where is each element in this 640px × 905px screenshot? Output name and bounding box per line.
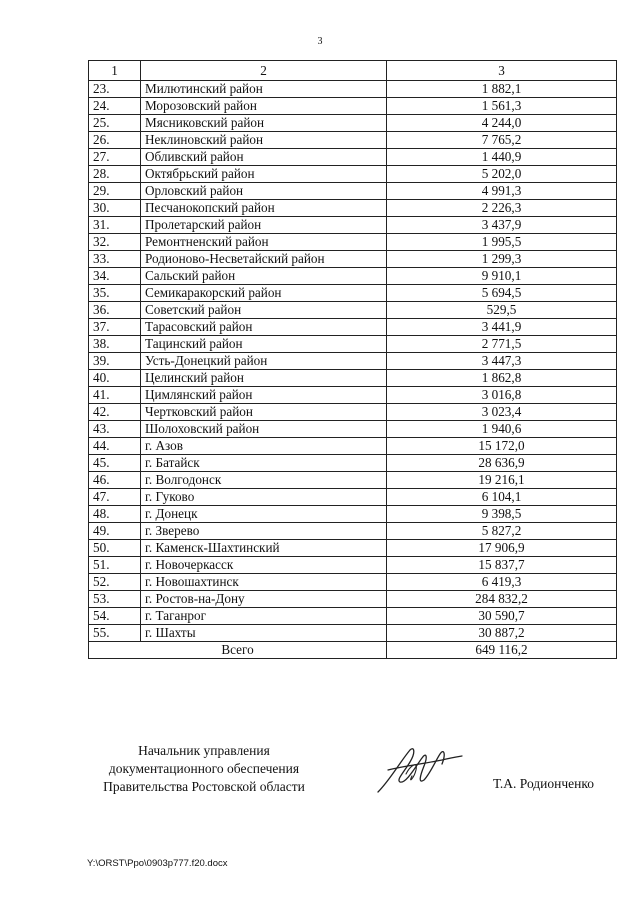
signer-name: Т.А. Родионченко [493, 776, 594, 791]
regions-table [88, 60, 617, 659]
row-number: 26. [89, 132, 141, 149]
row-number: 52. [89, 574, 141, 591]
table-row [89, 319, 617, 336]
region-name: Неклиновский район [141, 132, 387, 149]
row-value: 1 995,5 [387, 234, 617, 251]
table-row [89, 608, 617, 625]
row-number: 32. [89, 234, 141, 251]
file-path: Y:\ORST\Ppo\0903p777.f20.docx [87, 858, 228, 869]
row-number: 33. [89, 251, 141, 268]
row-number: 55. [89, 625, 141, 642]
row-value: 1 561,3 [387, 98, 617, 115]
header-col-3: 3 [387, 61, 617, 81]
region-name: Усть-Донецкий район [141, 353, 387, 370]
table-row [89, 98, 617, 115]
table-row [89, 540, 617, 557]
row-value: 1 882,1 [387, 81, 617, 98]
row-number: 43. [89, 421, 141, 438]
table-row [89, 234, 617, 251]
total-value: 649 116,2 [387, 642, 617, 659]
region-name: Семикаракорский район [141, 285, 387, 302]
region-name: Родионово-Несветайский район [141, 251, 387, 268]
region-name: Целинский район [141, 370, 387, 387]
row-value: 19 216,1 [387, 472, 617, 489]
table-row [89, 81, 617, 98]
table-row [89, 625, 617, 642]
handwritten-signature [370, 740, 466, 798]
table-row [89, 200, 617, 217]
region-name: Песчанокопский район [141, 200, 387, 217]
region-name: Ремонтненский район [141, 234, 387, 251]
total-label: Всего [89, 642, 387, 659]
row-value: 1 299,3 [387, 251, 617, 268]
region-name: Мясниковский район [141, 115, 387, 132]
table-row [89, 183, 617, 200]
region-name: г. Шахты [141, 625, 387, 642]
signature-block [84, 742, 324, 796]
region-name: Морозовский район [141, 98, 387, 115]
region-name: г. Новочеркасск [141, 557, 387, 574]
region-name: Тацинский район [141, 336, 387, 353]
region-name: г. Новошахтинск [141, 574, 387, 591]
table-row [89, 370, 617, 387]
row-number: 38. [89, 336, 141, 353]
row-value: 3 447,3 [387, 353, 617, 370]
row-value: 15 837,7 [387, 557, 617, 574]
header-col-2: 2 [141, 61, 387, 81]
table-row [89, 455, 617, 472]
row-value: 5 827,2 [387, 523, 617, 540]
region-name: Орловский район [141, 183, 387, 200]
row-value: 2 771,5 [387, 336, 617, 353]
region-name: г. Таганрог [141, 608, 387, 625]
page-number: 3 [317, 36, 323, 47]
row-value: 7 765,2 [387, 132, 617, 149]
row-number: 50. [89, 540, 141, 557]
region-name: г. Зверево [141, 523, 387, 540]
row-number: 36. [89, 302, 141, 319]
row-value: 15 172,0 [387, 438, 617, 455]
row-value: 5 694,5 [387, 285, 617, 302]
row-number: 25. [89, 115, 141, 132]
row-value: 3 016,8 [387, 387, 617, 404]
region-name: г. Каменск-Шахтинский [141, 540, 387, 557]
row-number: 39. [89, 353, 141, 370]
region-name: Пролетарский район [141, 217, 387, 234]
row-number: 28. [89, 166, 141, 183]
region-name: г. Батайск [141, 455, 387, 472]
row-value: 6 419,3 [387, 574, 617, 591]
row-value: 30 590,7 [387, 608, 617, 625]
row-value: 6 104,1 [387, 489, 617, 506]
table-row [89, 506, 617, 523]
row-value: 2 226,3 [387, 200, 617, 217]
row-number: 30. [89, 200, 141, 217]
row-number: 45. [89, 455, 141, 472]
table-row [89, 166, 617, 183]
row-value: 3 023,4 [387, 404, 617, 421]
row-value: 5 202,0 [387, 166, 617, 183]
row-value: 4 991,3 [387, 183, 617, 200]
row-number: 51. [89, 557, 141, 574]
table-row [89, 132, 617, 149]
row-number: 29. [89, 183, 141, 200]
table-row [89, 251, 617, 268]
table-header-row [89, 61, 617, 81]
row-value: 284 832,2 [387, 591, 617, 608]
table-row [89, 557, 617, 574]
row-number: 42. [89, 404, 141, 421]
region-name: Шолоховский район [141, 421, 387, 438]
row-value: 3 437,9 [387, 217, 617, 234]
header-col-1: 1 [89, 61, 141, 81]
row-value: 9 398,5 [387, 506, 617, 523]
row-number: 23. [89, 81, 141, 98]
table-row [89, 387, 617, 404]
region-name: Октябрьский район [141, 166, 387, 183]
table-row [89, 421, 617, 438]
region-name: Цимлянский район [141, 387, 387, 404]
region-name: г. Азов [141, 438, 387, 455]
region-name: г. Волгодонск [141, 472, 387, 489]
table-row [89, 472, 617, 489]
region-name: Тарасовский район [141, 319, 387, 336]
row-value: 17 906,9 [387, 540, 617, 557]
row-number: 53. [89, 591, 141, 608]
table-row [89, 353, 617, 370]
row-value: 1 940,6 [387, 421, 617, 438]
table-row [89, 523, 617, 540]
position-line-3: Правительства Ростовской области [103, 779, 305, 794]
row-value: 30 887,2 [387, 625, 617, 642]
row-value: 28 636,9 [387, 455, 617, 472]
row-value: 3 441,9 [387, 319, 617, 336]
table-row [89, 591, 617, 608]
row-number: 41. [89, 387, 141, 404]
row-value: 1 440,9 [387, 149, 617, 166]
row-number: 44. [89, 438, 141, 455]
region-name: г. Ростов-на-Дону [141, 591, 387, 608]
table-row [89, 115, 617, 132]
region-name: Обливский район [141, 149, 387, 166]
region-name: Советский район [141, 302, 387, 319]
row-number: 48. [89, 506, 141, 523]
row-number: 35. [89, 285, 141, 302]
row-value: 1 862,8 [387, 370, 617, 387]
region-name: г. Гуково [141, 489, 387, 506]
region-name: Сальский район [141, 268, 387, 285]
table-row [89, 438, 617, 455]
position-line-2: документационного обеспечения [108, 761, 300, 776]
table-row [89, 149, 617, 166]
table-row [89, 268, 617, 285]
row-number: 46. [89, 472, 141, 489]
row-number: 31. [89, 217, 141, 234]
table-row [89, 489, 617, 506]
row-value: 9 910,1 [387, 268, 617, 285]
region-name: г. Донецк [141, 506, 387, 523]
row-value: 4 244,0 [387, 115, 617, 132]
row-number: 49. [89, 523, 141, 540]
total-row [89, 642, 617, 659]
row-number: 40. [89, 370, 141, 387]
row-number: 54. [89, 608, 141, 625]
table-row [89, 285, 617, 302]
row-number: 37. [89, 319, 141, 336]
row-number: 24. [89, 98, 141, 115]
table-row [89, 217, 617, 234]
table-row [89, 404, 617, 421]
region-name: Милютинский район [141, 81, 387, 98]
region-name: Чертковский район [141, 404, 387, 421]
table-row [89, 574, 617, 591]
row-number: 47. [89, 489, 141, 506]
row-number: 27. [89, 149, 141, 166]
table-row [89, 336, 617, 353]
table-row [89, 302, 617, 319]
position-line-1: Начальник управления [138, 743, 270, 758]
row-value: 529,5 [387, 302, 617, 319]
row-number: 34. [89, 268, 141, 285]
